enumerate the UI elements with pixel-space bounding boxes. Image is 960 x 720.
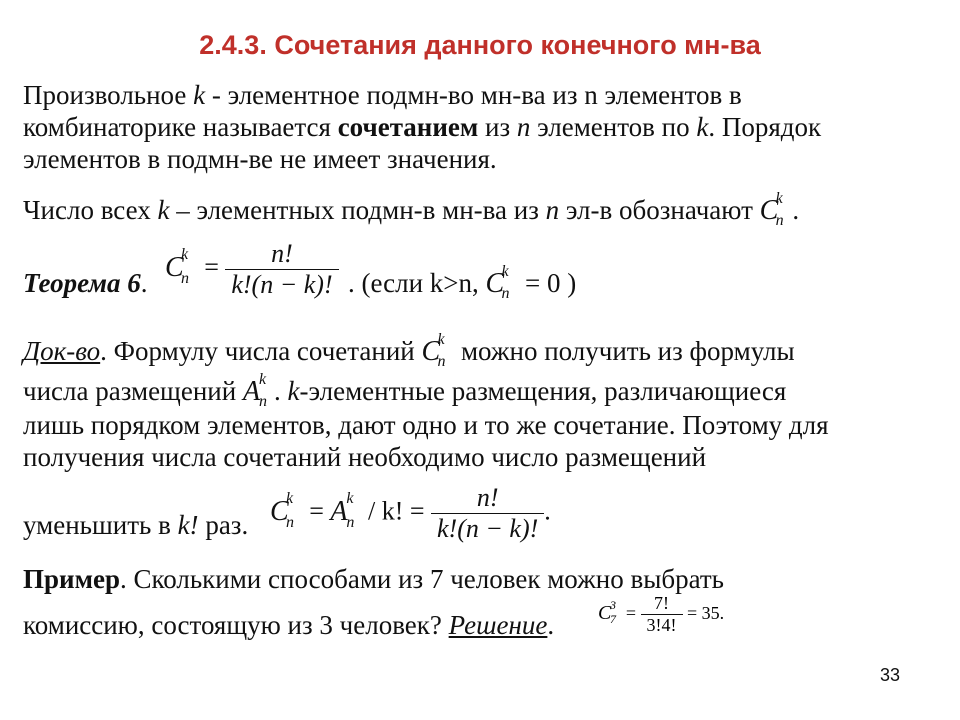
paragraph1-line3: элементов в подмн-ве не имеет значения.	[23, 144, 497, 174]
p1-k: k	[696, 112, 709, 142]
proof-line1	[23, 331, 795, 370]
combination-symbol: C k n	[759, 190, 784, 229]
proof-k-factorial: k!	[177, 510, 199, 540]
theorem-condition	[348, 263, 577, 302]
proof-formula-lhs: C k n	[270, 489, 294, 531]
example-equals: =	[625, 602, 636, 623]
paragraph1-line2	[23, 114, 821, 141]
example-line2	[23, 612, 554, 639]
paragraph1-line1	[23, 82, 742, 109]
proof-line4: получения числа сочетаний необходимо число размещений	[23, 442, 707, 472]
example-text: комиссию, состоящую из 3 человек?	[23, 610, 449, 640]
theorem-label: Теорема 6	[23, 268, 141, 298]
p2-n: n	[545, 195, 560, 225]
p2-text: Число всех	[23, 195, 158, 225]
example-result: = 35.	[687, 602, 725, 623]
theorem-denominator: k!(n − k)!	[225, 269, 338, 300]
theorem-paren-close: )	[567, 268, 577, 298]
proof-line3: лишь порядком элементов, дают одно и то же сочетание. Поэтому для	[23, 410, 829, 440]
page-number: 33	[880, 665, 901, 685]
arrangement-symbol: A k n	[242, 371, 267, 410]
p2-text: – элементных подмн-в мн-ва из	[169, 195, 546, 225]
proof-formula-equals: =	[309, 496, 324, 526]
example-text: . Сколькими способами из 7 человек можно выбрать	[119, 564, 724, 594]
proof-text: -элементные размещения, различающиеся	[299, 376, 787, 406]
paragraph2-line	[23, 190, 800, 229]
term-combination: сочетанием	[337, 112, 479, 142]
theorem-cond-symbol: C k n	[485, 263, 510, 302]
proof-denominator: k!(n − k)!	[431, 513, 544, 544]
proof-text: . Формулу числа сочетаний	[100, 336, 422, 366]
p1-text: Произвольное	[23, 80, 194, 110]
example-calculation	[598, 594, 724, 635]
solution-label: Решение	[448, 610, 548, 640]
proof-text: раз.	[198, 510, 249, 540]
proof-formula	[270, 484, 551, 543]
p1-k: k	[193, 80, 206, 110]
proof-line5	[23, 512, 248, 539]
proof-text: уменьшить в	[23, 510, 178, 540]
p2-text: эл-в обозначают	[559, 195, 760, 225]
proof-formula-end: .	[544, 496, 551, 526]
theorem-cond-value: = 0	[524, 268, 561, 298]
proof-text: числа размещений	[23, 376, 243, 406]
proof-numerator: n!	[476, 483, 499, 512]
p1-text: комбинаторике называется	[23, 112, 338, 142]
proof-line2	[23, 371, 787, 410]
proof-text: можно получить из формулы	[454, 336, 795, 366]
example-line1	[23, 566, 724, 593]
proof-text: .	[274, 376, 288, 406]
p1-text: из	[478, 112, 517, 142]
p1-text: - элементное подмн-во мн-ва из n элементов в	[205, 80, 742, 110]
p1-text: . Порядок	[708, 112, 822, 142]
p1-n: n	[516, 112, 531, 142]
slide-title: 2.4.3. Сочетания данного конечного мн-ва	[199, 30, 761, 60]
proof-k: k	[287, 376, 300, 406]
p2-k: k	[157, 195, 170, 225]
theorem-label-line	[23, 270, 147, 297]
example-numerator: 7!	[654, 593, 669, 613]
example-fraction	[641, 594, 683, 635]
theorem-numerator: n!	[271, 239, 293, 268]
theorem-lhs-symbol: C k n	[165, 245, 189, 287]
example-denominator: 3!4!	[641, 614, 683, 636]
theorem-formula	[165, 240, 339, 299]
example-c-symbol: C 3 7	[598, 597, 616, 626]
theorem-paren-open: . (если k>n,	[348, 268, 486, 298]
example-dot: .	[547, 610, 555, 640]
proof-formula-mid: / k! =	[367, 496, 425, 526]
p2-end: .	[792, 195, 800, 225]
proof-label: Док-во	[23, 336, 101, 366]
proof-combination-symbol: C k n	[421, 331, 446, 370]
p1-text: элементов по	[530, 112, 697, 142]
theorem-fraction	[225, 240, 338, 299]
proof-fraction	[431, 484, 544, 543]
proof-formula-a: A k n	[330, 489, 355, 531]
example-label: Пример	[23, 564, 120, 594]
theorem-equals: =	[204, 252, 219, 282]
theorem-dot: .	[140, 268, 148, 298]
